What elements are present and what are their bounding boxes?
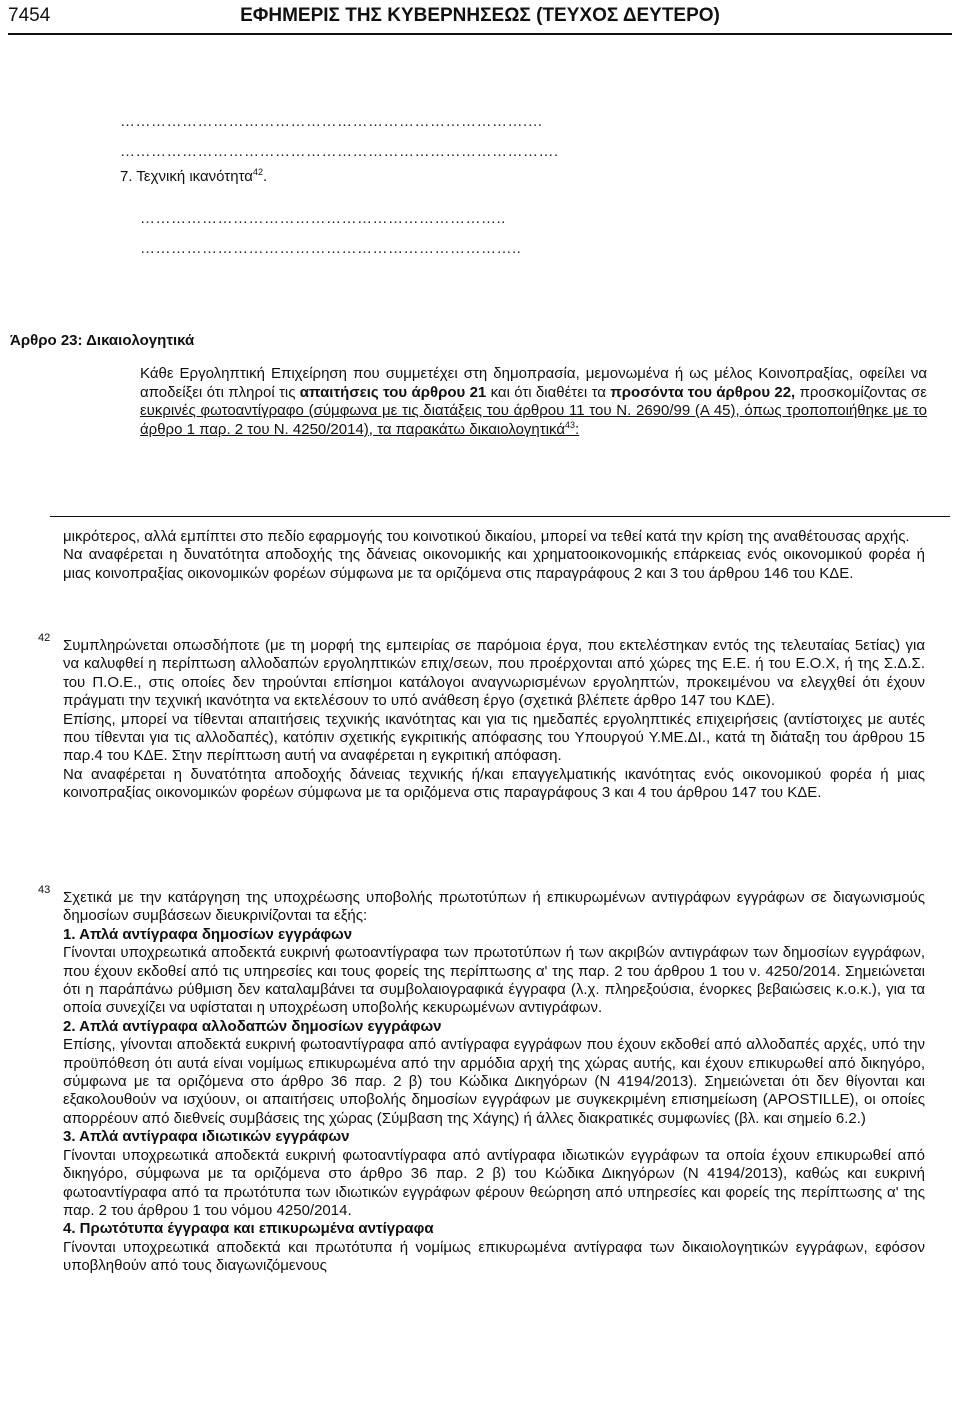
placeholder-line: …………………………………………………………………….… [120,113,544,130]
footnote-43 [63,889,925,1276]
article-text: και ότι διαθέτει τα [486,383,611,401]
footnote-rule [50,516,950,517]
placeholder-line: ……………………………………………………………….. [140,240,522,257]
footnote-text: Να αναφέρεται η δυνατότητα αποδοχής δάνειας τεχνικής ή/και επαγγελματικής ικανότητας ενός οικονομικού φορέα ή μιας κοινοπραξίας οικονομικών φορέων σύμφωνα με τα οριζόμενα στις παραγράφους 3 και 4 του άρθρου 147 του ΚΔΕ. [63,765,925,802]
footnote-heading: 2. Απλά αντίγραφα αλλοδαπών δημοσίων εγγράφων [63,1017,442,1035]
footnote-ref: 42 [252,167,263,177]
article-bold: προσόντα του άρθρου 22, [610,383,796,401]
article-underlined-end: : [575,420,580,438]
footnote-heading: 4. Πρωτότυπα έγγραφα και επικυρωμένα αντίγραφα [63,1220,434,1238]
item-technical-capacity [120,168,267,185]
footnote-continued [63,528,925,583]
gazette-title: ΕΦΗΜΕΡΙΣ ΤΗΣ ΚΥΒΕΡΝΗΣΕΩΣ (ΤΕΥΧΟΣ ΔΕΥΤΕΡΟ) [240,5,720,26]
footnote-text: μικρότερος, αλλά εμπίπτει στο πεδίο εφαρμογής του κοινοτικού δικαίου, μπορεί να τεθεί κατά την κρίση της αναθέτουσας αρχής. [63,528,910,545]
footnote-text: Γίνονται υποχρεωτικά αποδεκτά και πρωτότυπα ή νομίμως επικυρωμένα αντίγραφα των δικαιολογητικών εγγράφων, εφόσον υποβληθούν από τους διαγωνιζόμενους [63,1238,925,1275]
article-bold: απαιτήσεις του άρθρου 21 [299,383,487,401]
footnote-text: Σχετικά με την κατάργηση της υποχρέωσης υποβολής πρωτοτύπων ή επικυρωμένων αντιγράφων εγγράφων σε διαγωνισμούς δημοσίων συμβάσεων διευκρινίζονται τα εξής: [63,889,925,925]
header-rule [8,33,952,35]
footnote-number-42: 42 [38,632,51,644]
footnote-heading: 1. Απλά αντίγραφα δημοσίων εγγράφων [63,925,353,943]
footnote-ref: 43 [565,419,576,430]
footnote-text: Συμπληρώνεται οπωσδήποτε (με τη μορφή της εμπειρίας σε παρόμοια έργα, που εκτελέστηκαν εντός της τελευταίας 5ετίας) για να καλυφθεί η περίπτωση αλλοδαπών εργοληπτικών επιχ/σεων, που προέρχονται από χώρες της Ε.Ε. ή του Ε.Ο.Χ, ή της Σ.Δ.Σ. του Π.Ο.Ε., στις οποίες δεν τηρούνται επίσημοι κατάλογοι αναγνωρισμένων εργοληπτών, προκειμένου να ελεγχθεί ότι έχουν πράγματι την τεχνική ικανότητα να εκτελέσουν το υπό ανάθεση έργο (σχετικά βλέπετε άρθρο 147 του ΚΔΕ). [63,637,925,710]
item-label: 7. Τεχνική ικανότητα [120,168,253,185]
placeholder-line: …………………………………………………………….. [140,210,506,227]
page-number: 7454 [8,5,51,26]
article-paragraph [140,365,927,439]
article-text: προσκομίζοντας σε [795,383,927,401]
footnote-number-43: 43 [38,884,51,896]
article-title: Άρθρο 23: Δικαιολογητικά [10,332,195,349]
placeholder-line: …………………………………………………………………………. [120,143,559,160]
article-underlined [140,402,927,438]
page-header [8,4,952,30]
footnote-42 [63,637,925,803]
footnote-heading: 3. Απλά αντίγραφα ιδιωτικών εγγράφων [63,1128,350,1146]
item-suffix: . [262,168,268,185]
article-text: Κάθε Εργοληπτική Επιχείρηση που συμμετέχει στη δημοπρασία, μεμονωμένα ή ως μέλος Κοινοπραξίας, οφείλει να αποδείξει ότι πληροί τις [140,365,927,401]
footnote-text: Γίνονται υποχρεωτικά αποδεκτά ευκρινή φωτοαντίγραφα από αντίγραφα ιδιωτικών εγγράφων τα οποία έχουν επικυρωθεί από δικηγόρο, σύμφωνα με τα οριζόμενα στο άρθρο 36 παρ. 2 β) του Κώδικα Δικηγόρων (Ν 4194/2013), καθώς και ευκρινή φωτοαντίγραφα από τα πρωτότυπα των ιδιωτικών εγγράφων φέρουν θεώρηση από υπηρεσίες και φορείς της περίπτωσης α' της παρ. 2 του άρθρου 1 του νόμου 4250/2014. [63,1146,925,1219]
footnote-text: Να αναφέρεται η δυνατότητα αποδοχής της δάνειας οικονομικής και χρηματοοικονομικής επάρκειας ενός οικονομικού φορέα ή μιας κοινοπραξίας οικονομικών φορέων σύμφωνα με τα οριζόμενα στις παραγράφους 2 και 3 του άρθρου 146 του ΚΔΕ. [63,546,925,582]
article-underlined-text: ευκρινές φωτοαντίγραφο (σύμφωνα με τις διατάξεις του άρθρου 11 του Ν. 2690/99 (Α 45), όπως τροποποιήθηκε με το άρθρο 1 παρ. 2 του Ν. 4250/2014), τα παρακάτω δικαιολογητικά [140,402,927,438]
footnote-text: Επίσης, γίνονται αποδεκτά ευκρινή φωτοαντίγραφα από αντίγραφα εγγράφων που έχουν εκδοθεί από αλλοδαπές αρχές, υπό την προϋπόθεση ότι αυτά είναι νομίμως επικυρωμένα από την αρμόδια αρχή της χώρας αυτής, και έχουν επικυρωθεί από δικηγόρο, σύμφωνα με τα οριζόμενα στο άρθρο 36 παρ. 2 β) του Κώδικα Δικηγόρων (Ν 4194/2013). Σημειώνεται ότι δεν θίγονται και εξακολουθούν να ισχύουν, οι απαιτήσεις υποβολής δημοσίων εγγράφων με συγκεκριμένη επισημείωση (APOSTILLE), οι οποίες απορρέουν από διεθνείς συμβάσεις της χώρας (Σύμβαση της Χάγης) ή άλλες διακρατικές συμφωνίες (βλ. και σημείο 6.2.) [63,1036,925,1127]
footnote-text: Επίσης, μπορεί να τίθενται απαιτήσεις τεχνικής ικανότητας και για τις ημεδαπές εργοληπτικές επιχειρήσεις (αντίστοιχες με αυτές που τίθενται για τις αλλοδαπές), κατόπιν σχετικής εγκριτικής απόφασης του Υπουργού Υ.ΜΕ.ΔΙ., κατά τη διάταξη του άρθρου 15 παρ.4 του ΚΔΕ. Στην περίπτωση αυτή να αναφέρεται η εγκριτική απόφαση. [63,710,925,765]
footnote-text: Γίνονται υποχρεωτικά αποδεκτά ευκρινή φωτοαντίγραφα των πρωτοτύπων ή των ακριβών αντιγράφων των δημοσίων εγγράφων, που έχουν εκδοθεί από τις υπηρεσίες και τους φορείς της περίπτωσης α' της παρ. 2 του άρθρου 1 του ν. 4250/2014. Σημειώνεται ότι η παράπάνω ρύθμιση δεν καταλαμβάνει τα συμβολαιογραφικά έγγραφα (λ.χ. πληρεξούσια, ένορκες βεβαιώσεις κ.ο.κ.), για τα οποία συνεχίζει να υφίσταται η υποχρέωση υποβολής κεκυρωμένων αντιγράφων. [63,944,925,1017]
